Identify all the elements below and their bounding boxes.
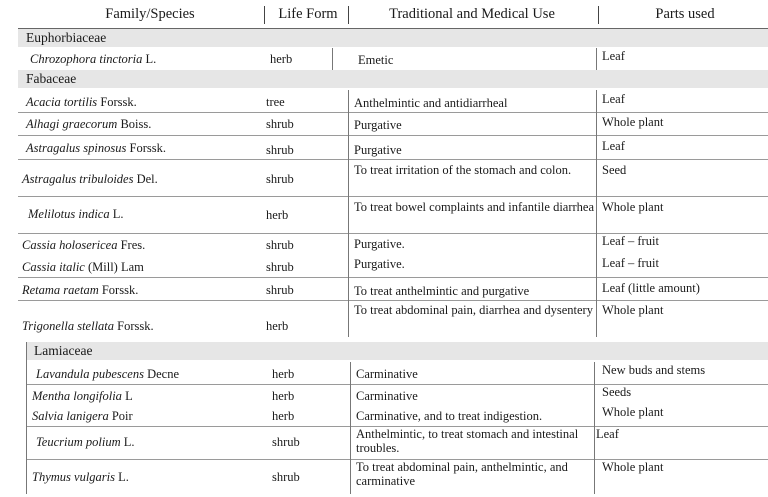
life-form: herb [270,52,293,66]
table-row [18,301,768,337]
table-row [18,385,768,405]
life-form: shrub [272,470,300,484]
traditional-use: To treat irritation of the stomach and colon. [354,163,572,177]
table-row [18,136,768,158]
species-name: Astragalus tribuloides Del. [22,172,158,186]
life-form: herb [266,208,289,222]
traditional-use: Purgative. [354,237,405,251]
traditional-use: Anthelmintic and antidiarrheal [354,96,508,110]
species-name: Lavandula pubescens Decne [36,367,180,381]
table-row [18,234,768,254]
parts-used: Leaf [602,139,625,153]
table-row [18,427,768,459]
header-parts-used: Parts used [655,6,715,22]
parts-used: Leaf – fruit [602,256,659,270]
table-row [18,113,768,135]
parts-used: Leaf [596,427,619,441]
family-header-euphorbiaceae: Euphorbiaceae [18,29,768,47]
parts-used: Whole plant [602,460,664,474]
table-row [18,197,768,233]
species-name: Teucrium polium L. [36,435,135,449]
header-divider [348,6,349,24]
life-form: shrub [266,143,294,157]
life-form: shrub [266,238,294,252]
traditional-use: Carminative [356,367,418,381]
parts-used: Seed [602,163,627,177]
life-form: herb [272,367,295,381]
parts-used: Leaf – fruit [602,234,659,248]
species-name: Astragalus spinosus Forssk. [26,141,166,155]
traditional-use: Emetic [358,53,394,67]
table-row [18,90,768,112]
header-divider [264,6,265,24]
species-name: Cassia italic (Mill) Lam [22,260,144,274]
header-family-species: Family/Species [105,6,195,22]
parts-used: Leaf [602,92,625,106]
traditional-use: Carminative [356,389,418,403]
table-row [18,160,768,196]
species-name: Alhagi graecorum Boiss. [26,117,152,131]
species-name: Retama raetam Forssk. [22,283,139,297]
parts-used: New buds and stems [602,363,706,377]
parts-used: Whole plant [602,200,664,214]
life-form: shrub [266,172,294,186]
traditional-use: Purgative. [354,257,405,271]
table-row [18,460,768,494]
header-use: Traditional and Medical Use [389,6,555,22]
traditional-use: Carminative, and to treat indigestion. [356,409,543,423]
parts-used: Whole plant [602,115,664,129]
species-name: Acacia tortilis Forssk. [26,95,137,109]
traditional-use: Purgative [354,118,402,132]
life-form: shrub [272,435,300,449]
table-row [18,362,768,384]
table-row [18,48,768,70]
family-header-lamiaceae: Lamiaceae [26,342,768,360]
species-name: Mentha longifolia L [32,389,133,403]
traditional-use: To treat anthelmintic and purgative [354,284,530,298]
species-name: Trigonella stellata Forssk. [22,319,154,333]
life-form: shrub [266,260,294,274]
parts-used: Whole plant [602,405,664,419]
header-divider [598,6,599,24]
traditional-use: To treat abdominal pain, diarrhea and dysentery [354,303,593,317]
traditional-use: Anthelmintic, to treat stomach and intestinal troubles. [356,427,579,455]
life-form: herb [272,409,295,423]
life-form: shrub [266,283,294,297]
life-form: shrub [266,117,294,131]
life-form: tree [266,95,285,109]
species-name: Melilotus indica L. [28,207,124,221]
parts-used: Whole plant [602,303,664,317]
family-header-fabaceae: Fabaceae [18,70,768,88]
table-row [18,405,768,426]
traditional-use: To treat bowel complaints and infantile diarrhea [354,200,595,214]
species-name: Thymus vulgaris L. [32,470,129,484]
parts-used: Leaf [602,49,625,63]
table-row [18,255,768,276]
species-name: Salvia lanigera Poir [32,409,133,423]
traditional-use: To treat abdominal pain, anthelmintic, and carminative [356,460,568,488]
traditional-use: Purgative [354,143,402,157]
life-form: herb [272,389,295,403]
parts-used: Leaf (little amount) [602,281,700,295]
parts-used: Seeds [602,385,632,399]
species-name: Chrozophora tinctoria L. [30,52,157,66]
species-name: Cassia holosericea Fres. [22,238,146,252]
header-life-form: Life Form [278,6,338,22]
table-row [18,278,768,300]
life-form: herb [266,319,289,333]
